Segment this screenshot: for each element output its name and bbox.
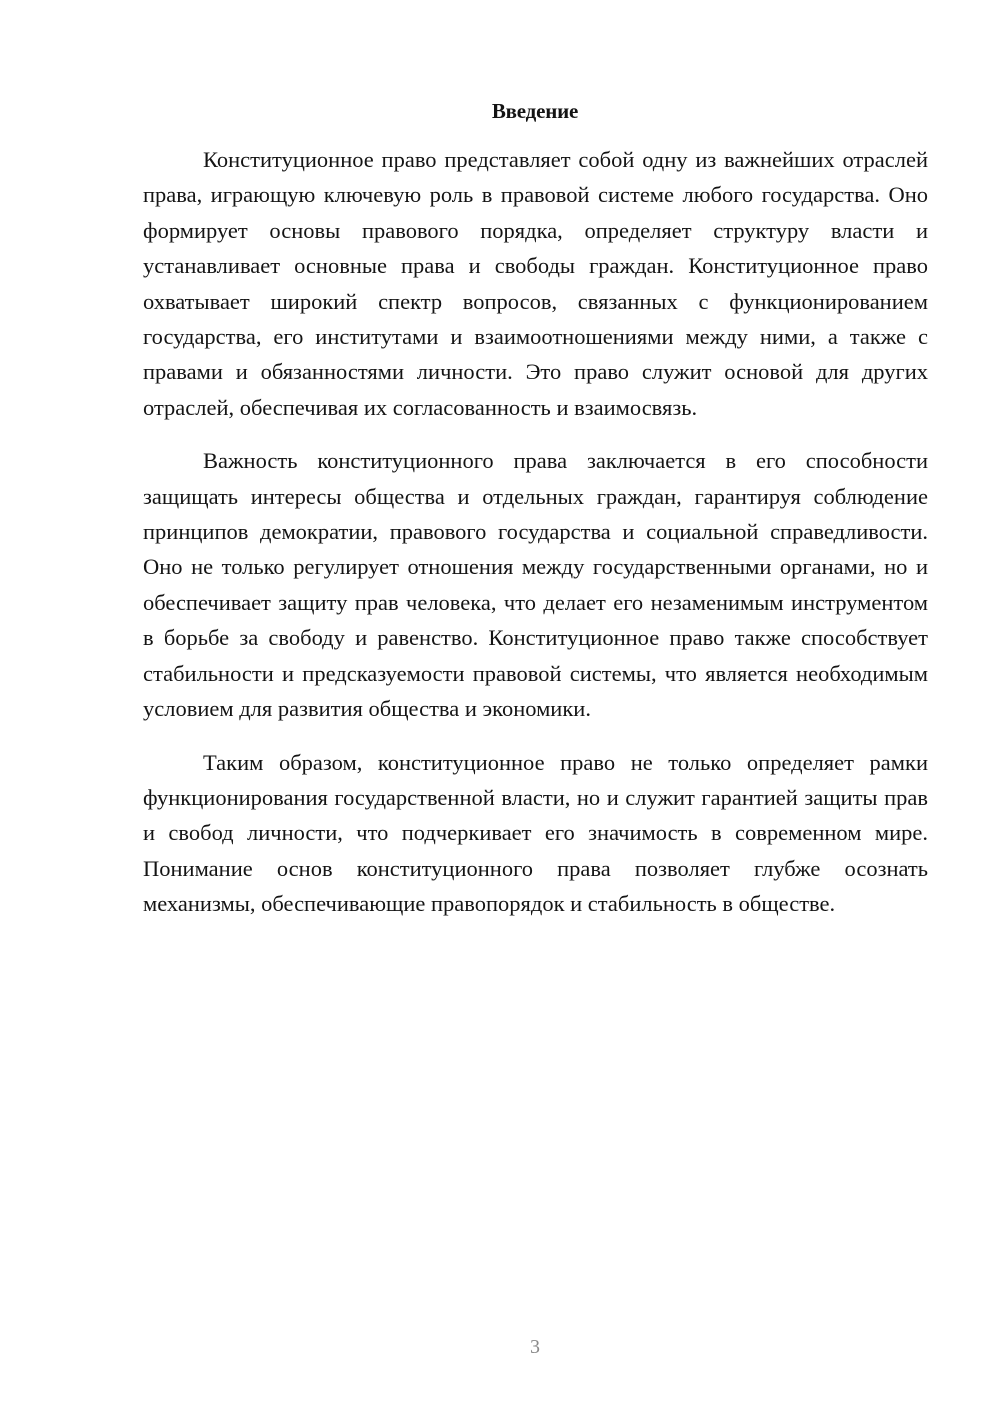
section-title: Введение xyxy=(491,99,579,123)
paragraph-3: Таким образом, конституционное право не только определяет рамки функционирования государственной власти, но и служит гарантией защиты прав и свобод личности, что подчеркивает его значимость в современном мире. Понимание основ конституционного права позволяет глубже осознать механизмы, обеспечивающие правопорядок и стабильность в обществе. xyxy=(143,749,928,917)
document-body xyxy=(143,142,928,940)
page-number: 3 xyxy=(530,1336,540,1358)
paragraph-2: Важность конституционного права заключается в его способности защищать интересы общества и отдельных граждан, гарантируя соблюдение принципов демократии, правового государства и социальной справедливости. Оно не только регулирует отношения между государственными органами, но и обеспечивает защиту прав человека, что делает его незаменимым инструментом в борьбе за свободу и равенство. Конституционное право также способствует стабильности и предсказуемости правовой системы, что является необходимым условием для развития общества и экономики. xyxy=(143,448,928,722)
paragraph-1: Конституционное право представляет собой одну из важнейших отраслей права, играющую ключевую роль в правовой системе любого государства. Оно формирует основы правового порядка, определяет структуру власти и устанавливает основные права и свободы граждан. Конституционное право охватывает широкий спектр вопросов, связанных с функционированием государства, его институтами и взаимоотношениями между ними, а также с правами и обязанностями личности. Это право служит основой для других отраслей, обеспечивая их согласованность и взаимосвязь. xyxy=(143,147,928,420)
